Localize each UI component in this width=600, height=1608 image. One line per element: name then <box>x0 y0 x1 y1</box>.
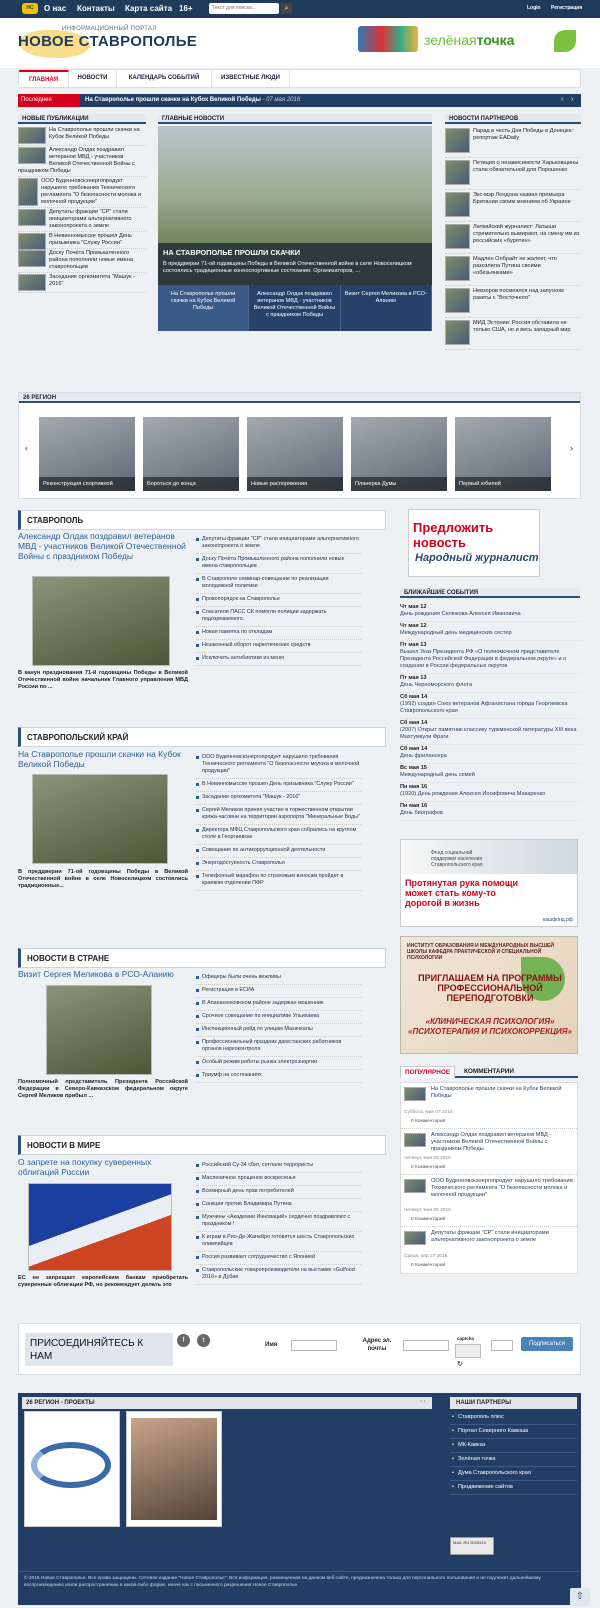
list-item[interactable]: Директора МФЦ Ставропольского края собрались на круглом столе в Георгиевске <box>196 825 361 845</box>
main-news-desc: В преддверии 71-ой годовщины Победы в Великой Отечественной войне в селе Новоселицком состоялись традиционные конноспортивные состязания. Организаторов, ... <box>163 261 412 274</box>
fund-name: Фонд социальной поддержки населения Ставропольского края <box>431 850 483 868</box>
partner-link[interactable]: • Дума Ставропольского края <box>450 1467 577 1481</box>
list-item[interactable]: Совещание по антикоррупционной деятельности <box>196 845 361 858</box>
list-item[interactable]: Инспекционный рейд по улицам Махачкалы <box>196 1024 361 1037</box>
popular-list <box>400 1082 578 1274</box>
main-news-tabs <box>158 285 432 331</box>
list-item[interactable]: Парад в честь Дня Победы в Донецке: репортаж EADaily <box>445 126 581 158</box>
section-header[interactable]: СТАВРОПОЛЬ <box>18 510 386 530</box>
leaf-icon <box>554 30 576 52</box>
psy-invite: ПРИГЛАШАЕМ НА ПРОГРАММЫ ПРОФЕССИОНАЛЬНОЙ ПЕРЕПОДГОТОВКИ <box>418 973 562 1003</box>
section-lead-desc: В преддверии 71-ой годовщины Победы в Великой Отечественной войне в селе Новоселицком состоялись традиционные... <box>18 869 188 889</box>
event-item[interactable]: Сб мая 14 (2007) Открыт памятник классику туркменской литературы XIII века Махтумкули Фраги <box>400 719 580 745</box>
thumbnail <box>445 128 470 153</box>
fund-banner[interactable] <box>400 839 578 927</box>
ticker-item[interactable]: На Ставрополье прошли скачки на Кубок Великой Победы - 07 мая 2016 <box>85 97 301 103</box>
list-item[interactable]: Ставропольские товаропроизводители на выставке «Gulfood 2016» в Дубае <box>196 1265 361 1285</box>
banner-line2: Народный журналист <box>415 552 539 564</box>
projects-header: 26 РЕГИОН - ПРОЕКТЫ <box>22 1397 432 1409</box>
event-item[interactable]: Сб мая 14 (1992) создан Союз ветеранов Афганистана города Георгиевска Ставропольского края <box>400 693 580 719</box>
list-item[interactable]: Депутаты фракции "СР" стали инициаторами альтернативного законопроекта о земле <box>18 208 146 232</box>
section-lead-image[interactable] <box>32 774 168 864</box>
subscribe-title: ПРИСОЕДИНЯЙТЕСЬ К НАМ <box>25 1333 173 1366</box>
brand-title[interactable]: НОВОЕ СТАВРОПОЛЬЕ <box>18 33 198 50</box>
main-news-tab[interactable]: На Ставрополье прошли скачки на Кубок Великой Победы <box>158 285 249 331</box>
main-news-tab[interactable]: Визит Сергея Меликова в РСО-Аланию <box>341 285 432 331</box>
main-news-tab[interactable]: Александр Олдак поздравил ветеранов МВД - участников Великой Отечественной Войны с праздником Победы <box>249 285 340 331</box>
list-item[interactable]: Спасатели ПАСС СК помогли полиции задержать подозреваемого. <box>196 607 361 627</box>
list-item[interactable]: Исключить антибиотики из меню <box>196 653 361 666</box>
popular-tabs <box>400 1066 578 1078</box>
refresh-icon[interactable]: ↻ <box>457 1361 463 1368</box>
twitter-icon[interactable]: t <box>197 1334 210 1347</box>
list-item[interactable]: Срочное совещание по инициативе Ульихаева <box>196 1011 361 1024</box>
list-item[interactable]: На Ставрополье прошли скачки на Кубок Великой Победы <box>18 126 146 146</box>
main-nav <box>18 69 581 88</box>
slide-caption: Первый юбилей <box>455 477 551 491</box>
ticker-next-icon[interactable]: › <box>571 96 574 103</box>
main-news-header: ГЛАВНЫЕ НОВОСТИ <box>158 114 432 124</box>
slide[interactable] <box>247 417 343 491</box>
captcha-label: captcha <box>457 1336 475 1341</box>
thumbnail <box>404 1231 426 1245</box>
partners-news-list <box>445 126 581 350</box>
slider-next-icon[interactable]: › <box>570 443 573 453</box>
top-bar <box>0 0 600 18</box>
slide-caption: Планерка Думы <box>351 477 447 491</box>
list-item[interactable]: Доску Почёта Промышленного района пополнили новые имена ставропольцев <box>18 249 146 273</box>
thumbnail <box>404 1087 426 1101</box>
list-item[interactable]: Мужчины «Академии Инноваций» сердечно поздравляют с праздником ! <box>196 1212 361 1232</box>
section-news-list <box>196 752 361 891</box>
section-header[interactable]: НОВОСТИ В СТРАНЕ <box>18 948 386 968</box>
section-lead-desc: Полномочный представитель Президента Российской Федерации в Северо-Кавказском федеральном округе Сергей Меликов прибыл ... <box>18 1079 188 1099</box>
project-card[interactable] <box>126 1411 222 1527</box>
slider-prev-icon[interactable]: ‹ <box>25 443 28 453</box>
section-news-list <box>196 972 361 1083</box>
site-logo-icon[interactable]: НС <box>22 3 38 14</box>
event-item[interactable]: Пт мая 13 День Черноморского флота <box>400 674 580 693</box>
brand-subtitle: ИНФОРМАЦИОННЫЙ ПОРТАЛ <box>62 26 157 32</box>
list-item[interactable]: Петиция о независимости Харьковщины стала обязательной для Порошенко <box>445 158 581 190</box>
list-item[interactable]: МИД Эстонии: Россия обставила не только США, но и весь западный мир <box>445 318 581 350</box>
list-item[interactable]: Особый режим работы рынка электроэнергии <box>196 1057 361 1070</box>
banner-line1: Предложить новость <box>413 520 494 550</box>
thumbnail <box>18 274 46 291</box>
event-item[interactable]: Сб мая 14 День фрилансера <box>400 745 580 764</box>
ticker-label: Последнее <box>18 94 80 107</box>
partners-news-header: НОВОСТИ ПАРТНЕРОВ <box>445 114 581 124</box>
thumbnail <box>18 233 46 250</box>
section-lead-image[interactable] <box>32 576 170 666</box>
thumbnail <box>18 209 46 226</box>
login-link[interactable]: Login <box>527 5 541 11</box>
register-link[interactable]: Регистрация <box>551 5 583 11</box>
list-item[interactable]: В Невинномысске прошел День призывника "Служу России" <box>18 232 146 249</box>
fund-url: нашфонд.рф <box>542 917 573 923</box>
publications-list <box>18 126 146 293</box>
thumbnail <box>18 147 46 164</box>
list-item[interactable]: ООО Буденновскэнергопродукт нарушило требования Технического регламента "О безопасности молока и молочной продукции" <box>196 752 361 779</box>
tab-popular[interactable]: ПОПУЛЯРНОЕ <box>400 1066 455 1078</box>
slide[interactable] <box>351 417 447 491</box>
list-item[interactable]: Российский Су-34 сбит, сотлали террористы <box>196 1160 361 1173</box>
slide-caption: Реконструкция спортивной <box>39 477 135 491</box>
suggest-news-banner[interactable] <box>408 509 540 577</box>
events-header: БЛИЖАЙШИЕ СОБЫТИЯ <box>400 588 580 598</box>
header <box>0 18 600 68</box>
list-item[interactable]: Профессиональный праздник дагестанских работников органов наркоконтроля <box>196 1037 361 1057</box>
projects-block <box>18 1393 581 1571</box>
projects-nav-icon[interactable]: ‹ › <box>420 1399 426 1405</box>
subscribe-bar <box>18 1323 581 1375</box>
slide-caption: Бороться до конца <box>143 477 239 491</box>
publications-header: НОВЫЕ ПУБЛИКАЦИИ <box>18 114 146 124</box>
events-list <box>400 603 580 821</box>
popular-item[interactable]: ООО Буденновскэнергопродукт нарушило требования Технического регламента "О безопасности молока и молочной продукции" Четверг, мая 05 2016 0 Комментарий <box>401 1175 577 1227</box>
list-item[interactable]: В Апанасенковском районе задержан мошенник <box>196 998 361 1011</box>
section-lead-image[interactable] <box>28 1183 172 1271</box>
green-point-banner[interactable] <box>358 26 580 56</box>
fund-slogan: Протянутая рука помощи может стать кому-то дорогой в жизнь <box>405 878 518 908</box>
event-item[interactable]: Пн мая 16 День биографов <box>400 802 580 821</box>
thumbnail <box>445 192 470 217</box>
list-item[interactable]: Латвийский журналист: Латыши стремительно вымирают, на смену им из российских «бурятин» <box>445 222 581 254</box>
partner-link[interactable]: • Портал Северного Кавказа <box>450 1425 577 1439</box>
psy-programs: «КЛИНИЧЕСКАЯ ПСИХОЛОГИЯ» «ПСИХОТЕРАПИЯ И ПСИХОКОРРЕКЦИЯ» <box>408 1017 572 1036</box>
list-item[interactable]: Энергодоступность Ставрополья <box>196 858 361 871</box>
list-item[interactable]: Всемирный день прав потребителей <box>196 1186 361 1199</box>
list-item[interactable]: В Невинномысске прошел День призывника "Служу России" <box>196 779 361 792</box>
scroll-top-icon[interactable]: ⇧ <box>570 1588 590 1606</box>
thumbnail <box>445 256 470 281</box>
list-item[interactable]: Александр Олдак поздравил ветеранов МВД - участников Великой Отечественной Войны с праздником Победы <box>18 146 146 177</box>
section-header[interactable]: СТАВРОПОЛЬСКИЙ КРАЙ <box>18 727 386 747</box>
event-item[interactable]: Пт мая 13 Вышел Указ Президента РФ «О полномочном представителе Президента Российской Федерации в федеральном округе» и о создании в России федеральных округов <box>400 641 580 674</box>
copyright: © 2015 Новое Ставрополье. Все права защищены. Сетевое издание "Новое Ставрополье". Вся информация, размещенная на данном веб-сайте, предназначена только для персонального пользования и не подлежит дальнейшему воспроизведению и/или распространению в какой-либо форме, иначе как с письменного разрешения Новое Ставрополье. <box>18 1571 581 1605</box>
nav-about[interactable]: О нас <box>44 4 67 13</box>
captcha-image <box>455 1344 481 1358</box>
search-icon[interactable]: ⌕ <box>281 3 292 14</box>
nav-contacts[interactable]: Контакты <box>77 4 115 13</box>
email-label: Адрес эл. почты <box>362 1338 392 1352</box>
name-field[interactable] <box>291 1340 337 1351</box>
news-ticker <box>18 94 581 107</box>
partner-link[interactable]: • Зелёная точка <box>450 1453 577 1467</box>
psychology-banner[interactable] <box>400 936 578 1054</box>
thumbnail <box>18 178 38 206</box>
popular-item[interactable]: Александр Олдак поздравил ветеранов МВД - участников Великой Отечественной Войны с праздником Победы Четверг, мая 05 2016 0 Комментарий <box>401 1129 577 1175</box>
email-field[interactable] <box>403 1340 449 1351</box>
facebook-icon[interactable]: f <box>177 1334 190 1347</box>
list-item[interactable]: ООО Буденновскэнергопродукт нарушило требования Технического регламента "О безопасности молока и молочной продукции" <box>18 177 146 208</box>
region-header: 26 РЕГИОН <box>19 393 580 403</box>
tab-comments[interactable]: КОММЕНТАРИИ <box>464 1068 514 1075</box>
banner-text: зелёнаяточка <box>424 32 515 48</box>
event-item[interactable]: Вс мая 15 Международный день семей <box>400 764 580 783</box>
subscribe-button[interactable]: Подписаться <box>521 1337 573 1351</box>
list-item[interactable]: Мадлен Олбрайт не жалеет, что разозлила Путина своими «обезьянками» <box>445 254 581 286</box>
partner-link[interactable]: • МК-Кавказ <box>450 1439 577 1453</box>
nav-news[interactable]: НОВОСТИ <box>69 70 117 87</box>
main-news-headline[interactable]: НА СТАВРОПОЛЬЕ ПРОШЛИ СКАЧКИ <box>163 248 301 257</box>
list-item[interactable]: Телефонный марафон по страховым взносам пройдет в краевом отделении ПФР <box>196 871 361 891</box>
search-input[interactable]: Текст для поиска... <box>209 3 279 14</box>
partner-link[interactable]: • Продвижение сайтов <box>450 1481 577 1495</box>
thumbnail <box>445 320 470 345</box>
section-news-list <box>196 534 361 666</box>
slide[interactable] <box>455 417 551 491</box>
event-item[interactable]: Пн мая 16 (1920) День рождения Алексея Иосифовича Макаренко <box>400 783 580 802</box>
popular-item[interactable]: На Ставрополье прошли скачки на Кубок Великой Победы Суббота, мая 07 2016 0 Комментарий <box>401 1083 577 1129</box>
list-item[interactable]: Депутаты фракции "СР" стали инициаторами альтернативного законопроекта о земле <box>196 534 361 554</box>
banner-collage <box>358 26 418 52</box>
thumbnail <box>18 250 46 267</box>
list-item[interactable]: Новая памятка по откладам <box>196 627 361 640</box>
name-label: Имя <box>265 1342 278 1348</box>
list-item[interactable]: Экс-мэр Лондона назвал премьера Британии своим мнением об Украине <box>445 190 581 222</box>
slide[interactable] <box>39 417 135 491</box>
main-news-caption <box>158 243 432 285</box>
psy-institute: ИНСТИТУТ ОБРАЗОВАНИЯ И МЕЖДУНАРОДНЫХ ВЫСШЕЙ ШКОЛЫ КАФЕДРА ПРАКТИЧЕСКОЙ И СПЕЦИАЛЬНОЙ ПСИХОЛОГИИ <box>407 943 554 961</box>
our-partners-header: НАШИ ПАРТНЕРЫ <box>450 1397 577 1409</box>
list-item[interactable]: Санкции против Владимира Путина <box>196 1199 361 1212</box>
section-lead-title[interactable]: Александр Олдак поздравил ветеранов МВД - участников Великой Отечественной Войны с праздником Победы <box>18 531 186 561</box>
list-item[interactable]: Триумф на состязаниях <box>196 1070 361 1083</box>
list-item[interactable]: Доску Почёта Промышленного района пополнили новые имена ставропольцев <box>196 554 361 574</box>
popular-item[interactable]: Депутаты фракции "СР" стали инициаторами альтернативного законопроекта о земле Среда, апр 27 2016 0 Комментарий <box>404 1230 549 1268</box>
list-item[interactable]: Провопорядок на Ставрополье <box>196 594 361 607</box>
our-partners-list <box>450 1411 577 1495</box>
thumbnail <box>404 1133 426 1147</box>
list-item[interactable]: Заседание оргкомитета "Машук - 2016" <box>196 792 361 805</box>
thumbnail <box>445 224 470 249</box>
nav-sitemap[interactable]: Карта сайта <box>125 4 173 13</box>
event-item[interactable]: Чт мая 12 Международный день медицинских сестер <box>400 622 580 641</box>
section-lead-title[interactable]: О запрете на покупку суверенных облигаций России <box>18 1157 152 1177</box>
list-item[interactable]: В Ставрополе семинар-совещание по реализации молодежной политики <box>196 574 361 594</box>
region-slider <box>18 392 581 499</box>
list-item[interactable]: Сергей Меликов принял участие в торжественном открытии кряжа-часовни на территории аэропорта "Минеральные Воды" <box>196 805 361 825</box>
section-news-list <box>196 1160 361 1285</box>
list-item[interactable]: К играм в Рио-Де-Жанейро готовятся шесть Ставропольских олимпийцев <box>196 1232 361 1252</box>
event-item[interactable]: Чт мая 12 День рождения Селюкова Алексея Ивановича <box>400 603 580 622</box>
thumbnail <box>445 160 470 185</box>
list-item[interactable]: Незаконный оборот наркотических средств <box>196 640 361 653</box>
captcha-field[interactable] <box>491 1340 513 1351</box>
list-item[interactable]: Заседание оргкомитета "Машук - 2016" <box>18 273 146 293</box>
visit-counter[interactable]: MAIL.RU 5003919 <box>450 1537 494 1555</box>
list-item[interactable]: Россия развивает сотрудничество с Японией <box>196 1252 361 1265</box>
main-news-photo[interactable] <box>158 126 432 331</box>
list-item[interactable]: Регистрация в ЕСИА <box>196 985 361 998</box>
partner-link[interactable]: • Ставрополь плюс <box>450 1411 577 1425</box>
list-item[interactable]: Масленичное прощеное воскресенье <box>196 1173 361 1186</box>
list-item[interactable]: Невзоров посмеялся над запуском ракеты с "Восточного" <box>445 286 581 318</box>
section-header[interactable]: НОВОСТИ В МИРЕ <box>18 1135 386 1155</box>
section-lead-image[interactable] <box>46 985 152 1075</box>
section-lead-title[interactable]: На Ставрополье прошли скачки на Кубок Великой Победы <box>18 749 181 769</box>
section-lead-desc: ЕС не запрещает европейским банкам приобретать суверенные облигации РФ, но рекомендует делать это <box>18 1275 188 1288</box>
nav-home[interactable]: ГЛАВНАЯ <box>19 70 69 87</box>
section-lead-desc: В канун празднования 71-й годовщины Победы в Великой Отечественной войне начальник Главного управления МВД России по ... <box>18 670 188 690</box>
nav-calendar[interactable]: КАЛЕНДАРЬ СОБЫТИЙ <box>117 70 212 87</box>
project-photo <box>131 1418 217 1520</box>
thumbnail <box>404 1179 426 1193</box>
slide-caption: Новые распоряжения <box>247 477 343 491</box>
ticker-prev-icon[interactable]: ‹ <box>561 96 564 103</box>
section-lead-title[interactable]: Визит Сергея Меликова в РСО-Аланию <box>18 969 174 979</box>
nav-famous-people[interactable]: ИЗВЕСТНЫЕ ЛЮДИ <box>212 70 290 87</box>
thumbnail <box>445 288 470 313</box>
list-item[interactable]: Офицеры были очень вежливы <box>196 972 361 985</box>
project-card[interactable] <box>24 1411 120 1527</box>
age-rating: 16+ <box>179 4 193 13</box>
slide[interactable] <box>143 417 239 491</box>
thumbnail <box>18 127 46 144</box>
project-logo <box>31 1442 111 1488</box>
